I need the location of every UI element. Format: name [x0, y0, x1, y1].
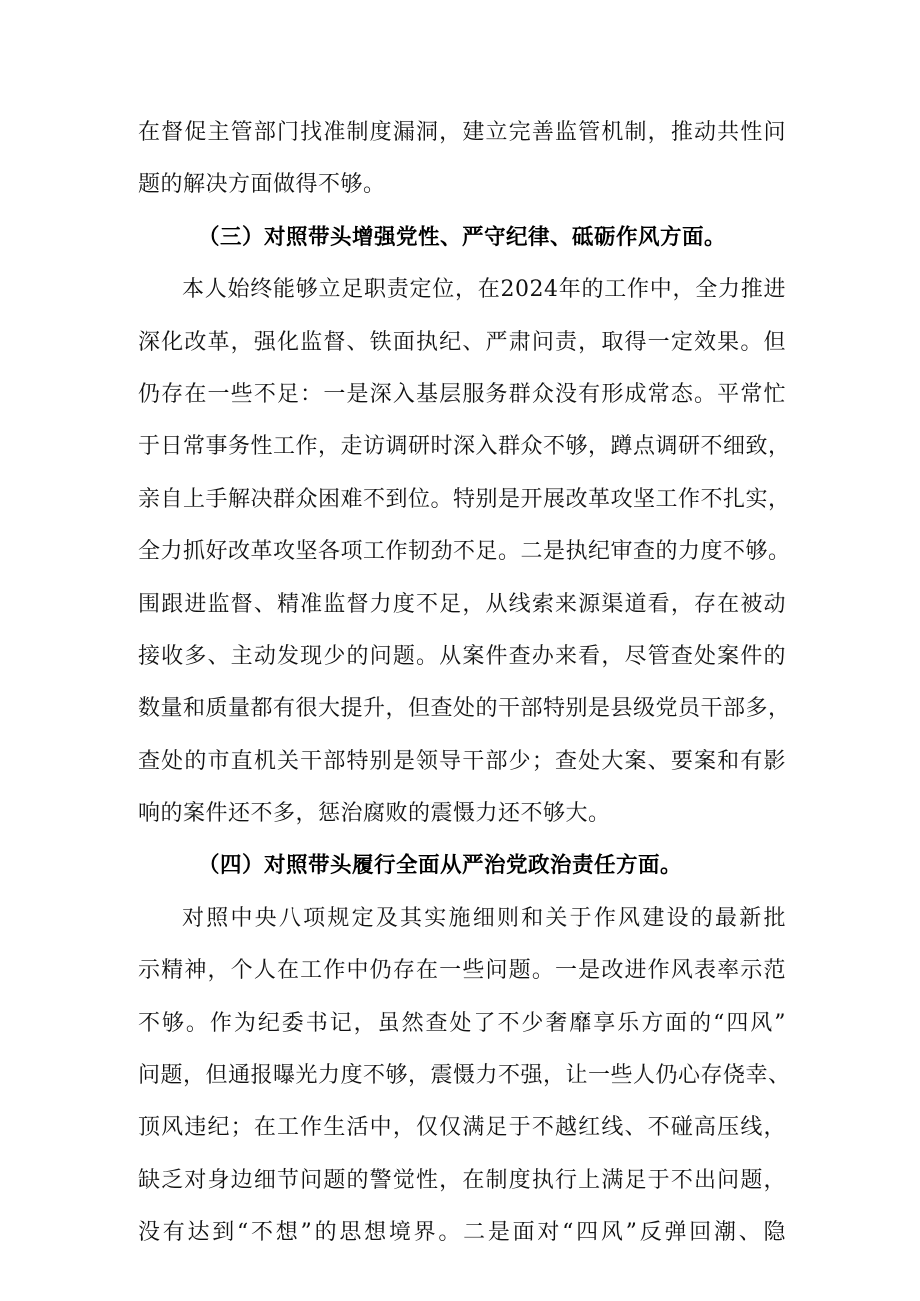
paragraph-first-line: 本人始终能够立足职责定位，在2024年的工作中，全力推进: [182, 277, 786, 303]
body-line: 围跟进监督、精准监督力度不足，从线索来源渠道看，存在被动: [138, 591, 786, 617]
paragraph-first-line: 对照中央八项规定及其实施细则和关于作风建设的最新批: [182, 905, 786, 931]
body-line: 接收多、主动发现少的问题。从案件查办来看，尽管查处案件的: [138, 643, 786, 669]
body-line: 全力抓好改革攻坚各项工作韧劲不足。二是执纪审查的力度不够。: [138, 539, 791, 565]
body-line: 示精神，个人在工作中仍存在一些问题。一是改进作风表率示范: [138, 958, 786, 984]
body-line: 数量和质量都有很大提升，但查处的干部特别是县级党员干部多，: [138, 696, 791, 722]
document-body: [138, 107, 791, 1260]
body-line: 缺乏对身边细节问题的警觉性，在制度执行上满足于不出问题，: [138, 1167, 786, 1193]
section-heading: （三）对照带头增强党性、严守纪律、砥砺作风方面。: [198, 224, 727, 250]
body-line: 顶风违纪；在工作生活中，仅仅满足于不越红线、不碰高压线，: [138, 1115, 786, 1141]
section-heading: （四）对照带头履行全面从严治党政治责任方面。: [198, 853, 683, 879]
body-line: 查处的市直机关干部特别是领导干部少；查处大案、要案和有影: [138, 748, 786, 774]
body-line: 题的解决方面做得不够。: [138, 172, 386, 198]
body-line: 在督促主管部门找准制度漏洞，建立完善监管机制，推动共性问: [138, 120, 786, 145]
body-line: 响的案件还不多，惩治腐败的震慑力还不够大。: [138, 801, 611, 827]
body-line: 亲自上手解决群众困难不到位。特别是开展改革攻坚工作不扎实，: [138, 486, 791, 512]
body-line: 问题，但通报曝光力度不够，震慑力不强，让一些人仍心存侥幸、: [138, 1063, 791, 1089]
body-line: 没有达到“不想”的思想境界。二是面对“四风”反弹回潮、隐: [138, 1220, 786, 1246]
body-line: 不够。作为纪委书记，虽然查处了不少奢靡享乐方面的“四风”: [138, 1010, 786, 1036]
body-line: 深化改革，强化监督、铁面执纪、严肃问责，取得一定效果。但: [138, 329, 786, 355]
body-line: 仍存在一些不足：一是深入基层服务群众没有形成常态。平常忙: [138, 381, 786, 407]
body-line: 于日常事务性工作，走访调研时深入群众不够，蹲点调研不细致，: [138, 434, 791, 460]
